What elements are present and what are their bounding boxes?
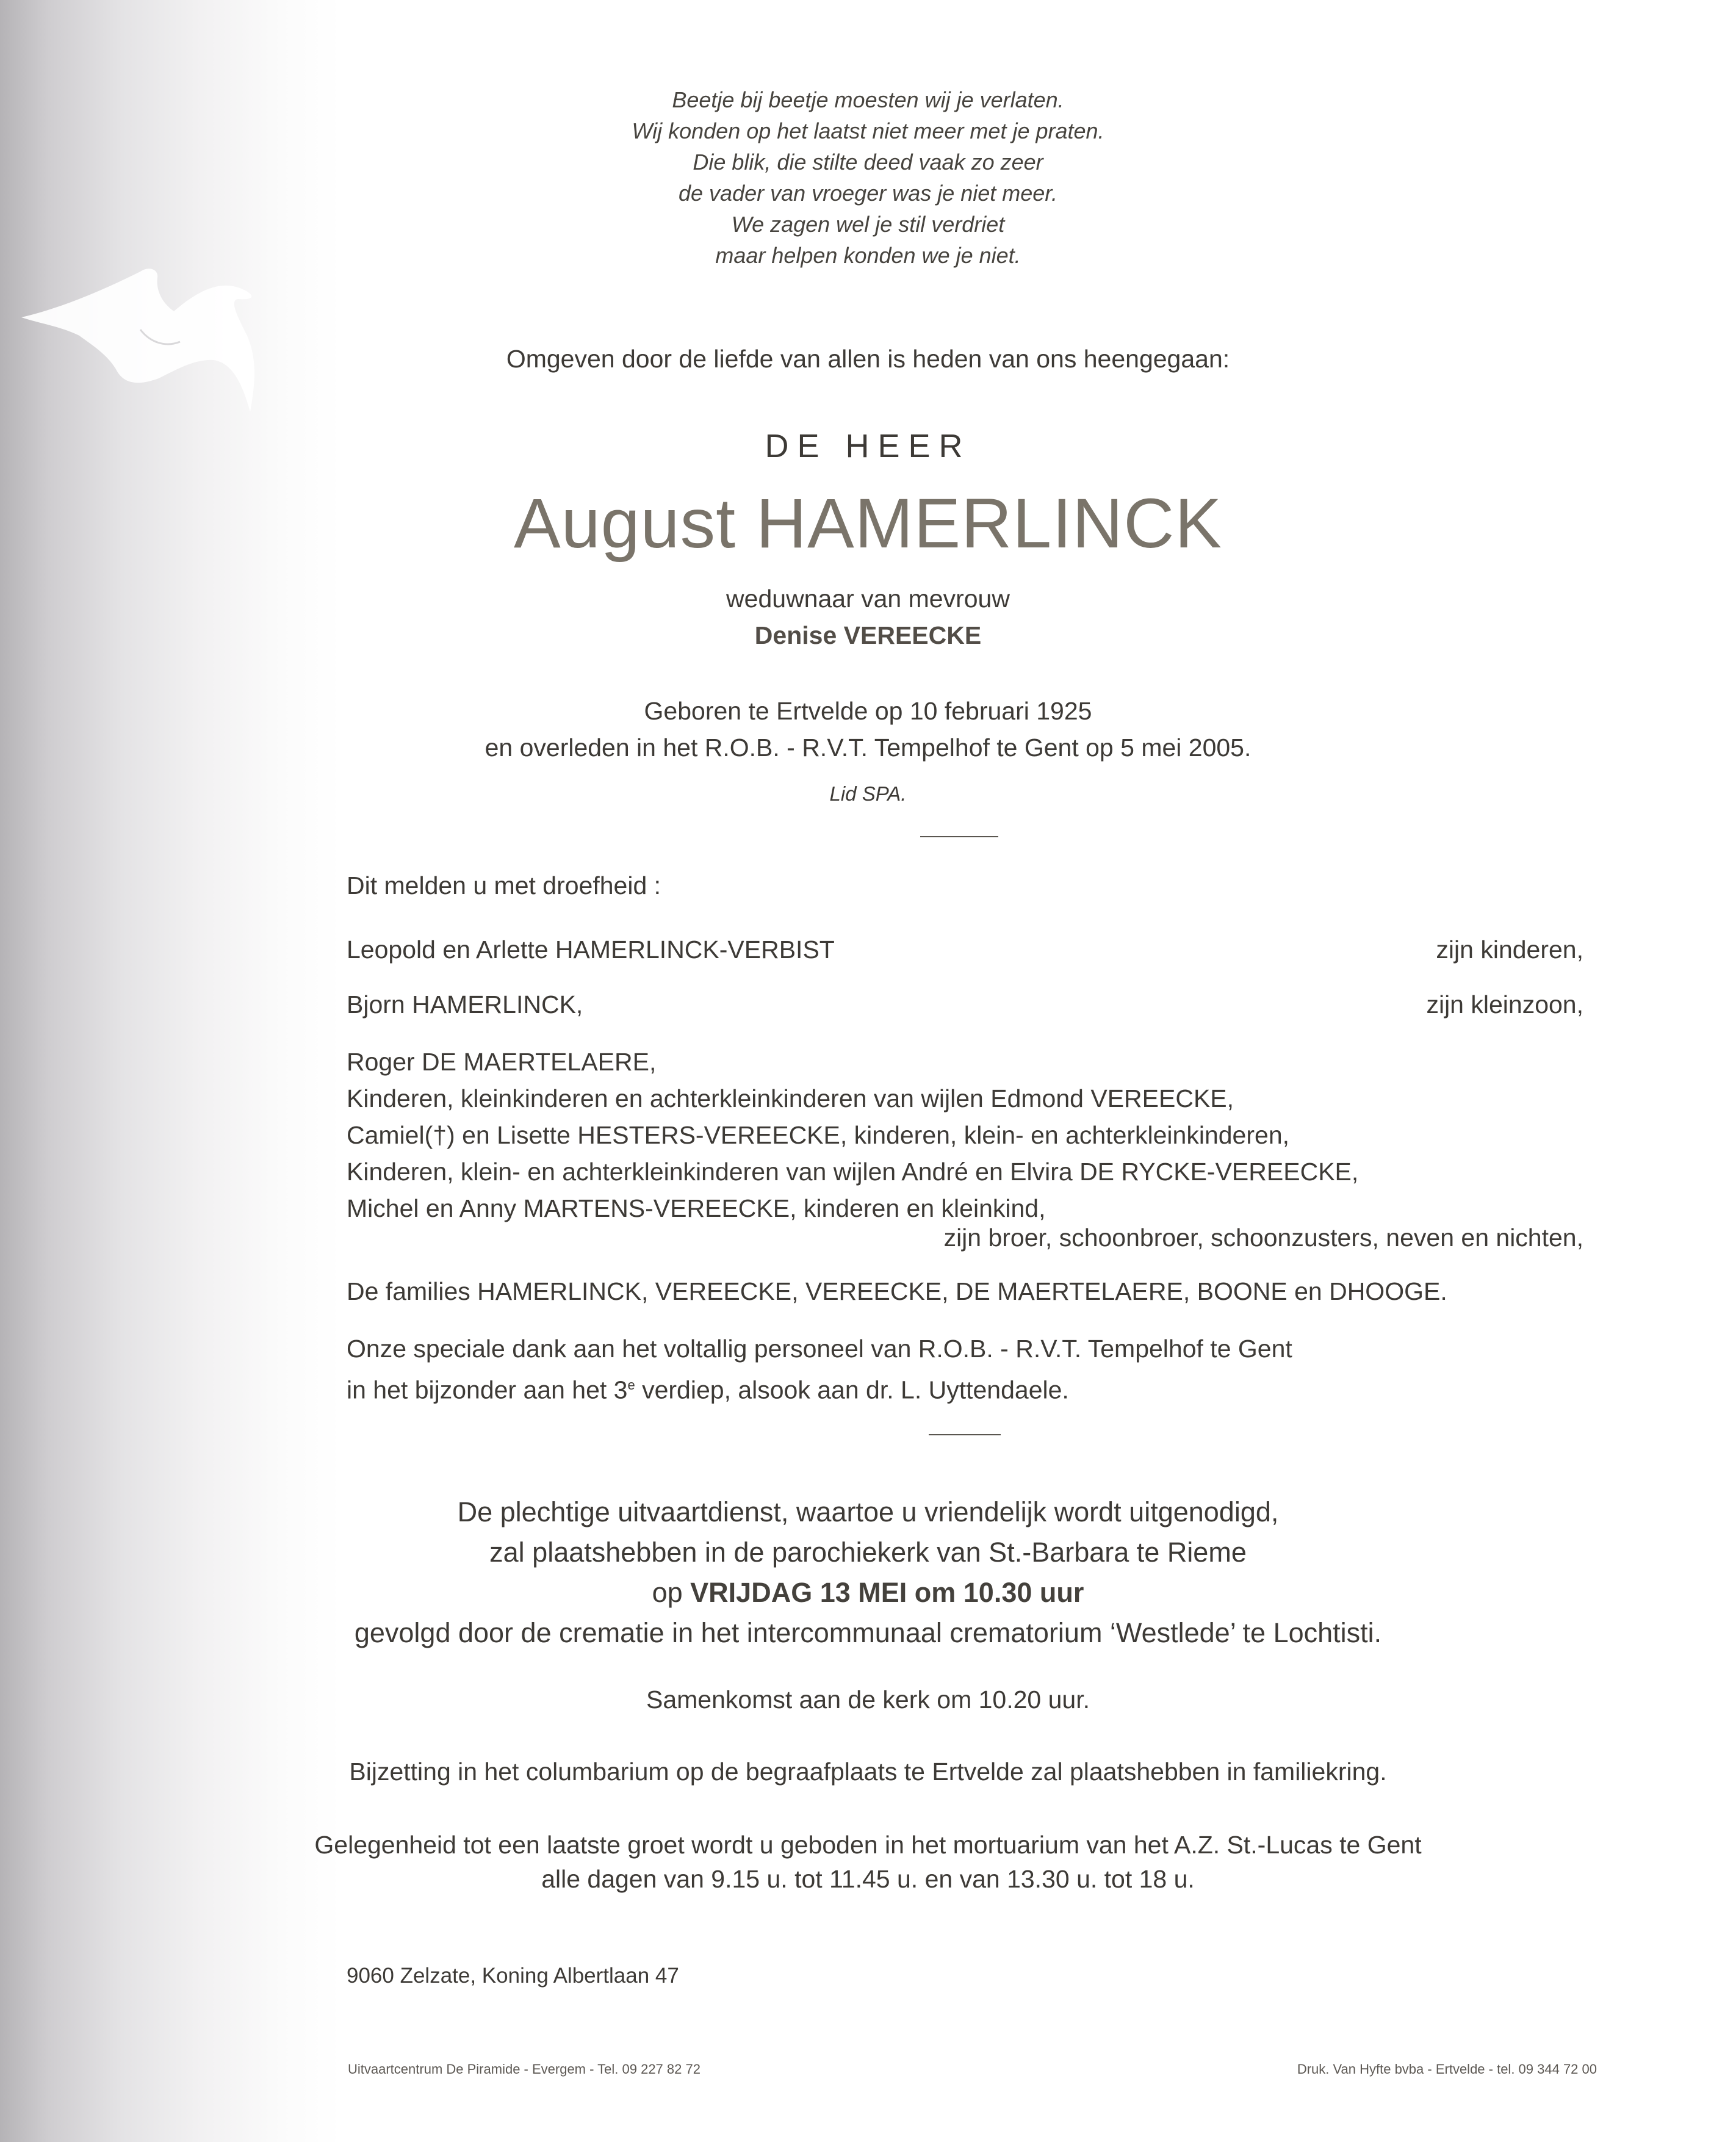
poem-line: Wij konden op het laatst niet meer met je praten. [632, 118, 1104, 143]
family-line: Kinderen, klein- en achterkleinkinderen van wijlen André en Elvira DE RYCKE-VEREECKE, [347, 1158, 1359, 1186]
birth-line: Geboren te Ertvelde op 10 februari 1925 [644, 697, 1092, 725]
poem-line: maar helpen konden we je niet. [715, 243, 1021, 268]
thanks-line-2 [347, 1367, 1292, 1408]
funeral-home-credit: Uitvaartcentrum De Piramide - Evergem - Tel. 09 227 82 72 [348, 2061, 701, 2077]
grandson-name: Bjorn HAMERLINCK, [347, 990, 583, 1019]
poem-line: We zagen wel je stil verdriet [731, 212, 1005, 237]
viewing-line-2: alle dagen van 9.15 u. tot 11.45 u. en van 13.30 u. tot 18 u. [541, 1865, 1195, 1893]
death-line: en overleden in het R.O.B. - R.V.T. Tempelhof te Gent op 5 mei 2005. [484, 734, 1252, 762]
life-dates [0, 693, 1736, 766]
honorific: DE HEER [765, 428, 971, 464]
seagull-icon [18, 256, 268, 421]
service-line-4: gevolgd door de crematie in het intercommunaal crematorium ‘Westlede’ te Lochtisti. [354, 1617, 1382, 1648]
families-line: De families HAMERLINCK, VEREECKE, VEREECKE, DE MAERTELAERE, BOONE en DHOOGE. [347, 1277, 1447, 1305]
divider [920, 836, 998, 837]
service-line-2: zal plaatshebben in de parochiekerk van St.-Barbara te Rieme [489, 1537, 1247, 1568]
widower-text: weduwnaar van mevrouw [726, 585, 1010, 613]
poem-line: Die blik, die stilte deed vaak zo zeer [693, 150, 1043, 175]
thanks-line-2-start: in het bijzonder aan het 3 [347, 1376, 628, 1404]
service-date-prefix: op [652, 1577, 691, 1608]
family-relation: zijn broer, schoonbroer, schoonzusters, neven en nichten, [943, 1224, 1583, 1252]
service-date: VRIJDAG 13 MEI om 10.30 uur [690, 1577, 1084, 1608]
divider [929, 1434, 1001, 1435]
ordinal-superscript: e [627, 1377, 635, 1393]
intro-text: Omgeven door de liefde van allen is heden van ons heengegaan: [506, 345, 1230, 373]
service-line-1: De plechtige uitvaartdienst, waartoe u vriendelijk wordt uitgenodigd, [457, 1496, 1279, 1527]
funeral-service [0, 1492, 1736, 1653]
family-list [347, 1044, 1358, 1227]
address: 9060 Zelzate, Koning Albertlaan 47 [347, 1964, 679, 1988]
poem-line: de vader van vroeger was je niet meer. [679, 181, 1057, 206]
thanks-line-2-end: verdiep, alsook aan dr. L. Uyttendaele. [635, 1376, 1069, 1404]
deceased-name: August HAMERLINCK [514, 485, 1222, 563]
thanks-line-1: Onze speciale dank aan het voltallig personeel van R.O.B. - R.V.T. Tempelhof te Gent [347, 1335, 1292, 1363]
grandson-relation: zijn kleinzoon, [1426, 990, 1583, 1019]
burial-text: Bijzetting in het columbarium op de begraafplaats te Ertvelde zal plaatshebben in familiekring. [349, 1758, 1387, 1786]
family-line: Camiel(†) en Lisette HESTERS-VEREECKE, kinderen, klein- en achterkleinkinderen, [347, 1121, 1290, 1149]
service-line-3 [0, 1573, 1736, 1613]
membership: Lid SPA. [829, 782, 907, 805]
poem-line: Beetje bij beetje moesten wij je verlaten. [672, 87, 1064, 112]
family-line: Kinderen, kleinkinderen en achterkleinkinderen van wijlen Edmond VEREECKE, [347, 1084, 1234, 1112]
gathering-text: Samenkomst aan de kerk om 10.20 uur. [646, 1686, 1090, 1714]
spouse-name: Denise VEREECKE [754, 621, 982, 649]
printer-credit: Druk. Van Hyfte bvba - Ertvelde - tel. 09 344 72 00 [1297, 2061, 1597, 2077]
poem [0, 84, 1736, 271]
family-line: Roger DE MAERTELAERE, [347, 1048, 657, 1076]
family-line: Michel en Anny MARTENS-VEREECKE, kinderen en kleinkind, [347, 1194, 1046, 1222]
children-relation: zijn kinderen, [1436, 936, 1583, 964]
thanks-text [347, 1330, 1292, 1408]
announce-text: Dit melden u met droefheid : [347, 871, 661, 900]
children-name: Leopold en Arlette HAMERLINCK-VERBIST [347, 936, 835, 964]
viewing-line-1: Gelegenheid tot een laatste groet wordt u geboden in het mortuarium van het A.Z. St.-Lucas te Gent [314, 1831, 1422, 1859]
viewing-text [0, 1828, 1736, 1896]
